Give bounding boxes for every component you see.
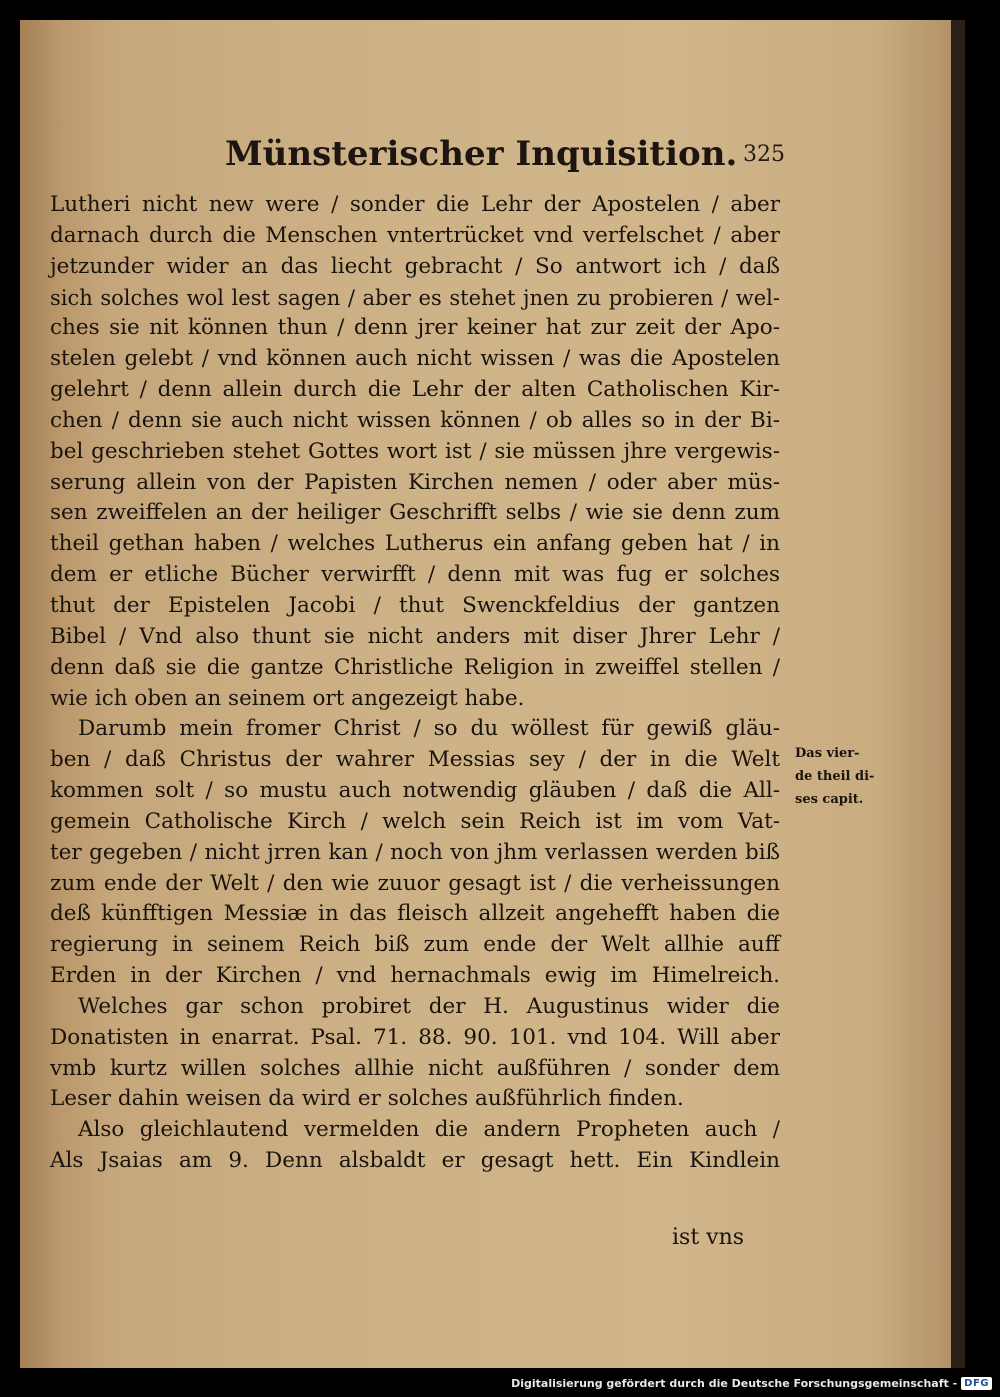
text-line: Lutheri nicht new were / sonder die Lehr der Apostelen / aber <box>50 192 780 217</box>
text-line: Als Jsaias am 9. Denn alsbaldt er gesagt hett. Ein Kindlein <box>50 1148 780 1174</box>
text-line: ben / daß Christus der wahrer Messias sey / der in die Welt <box>50 747 780 773</box>
text-line: sen zweiffelen an der heiliger Geschrifft selbs / wie sie denn zum <box>50 500 780 526</box>
text-line: sich solches wol lest sagen / aber es stehet jnen zu probieren / wel- <box>50 285 780 310</box>
text-line: Bibel / Vnd also thunt sie nicht anders mit diser Jhrer Lehr / <box>50 623 780 649</box>
text-line: jetzunder wider an das liecht gebracht / So antwort ich / daß <box>50 253 780 279</box>
body-text <box>50 190 780 1177</box>
text-line: Leser dahin weisen da wird er solches außführlich finden. <box>50 1086 684 1112</box>
text-line: zum ende der Welt / den wie zuuor gesagt ist / die verheissungen <box>50 870 780 896</box>
catchword: ist vns <box>672 1225 745 1250</box>
text-line: Darumb mein fromer Christ / so du wöllest für gewiß gläu- <box>78 716 780 742</box>
text-line: gelehrt / denn allein durch die Lehr der alten Catholischen Kir- <box>50 377 780 403</box>
text-line: Erden in der Kirchen / vnd hernachmals ewig im Himelreich. <box>50 963 780 989</box>
text-line: darnach durch die Menschen vntertrücket vnd verfelschet / aber <box>50 222 780 248</box>
text-line: bel geschrieben stehet Gottes wort ist / sie müssen jhre vergewis- <box>50 438 780 464</box>
text-line: Welches gar schon probiret der H. Augustinus wider die <box>78 993 780 1019</box>
text-line: vmb kurtz willen solches allhie nicht außführen / sonder dem <box>50 1055 780 1081</box>
text-line: Donatisten in enarrat. Psal. 71. 88. 90. 101. vnd 104. Will aber <box>50 1024 780 1050</box>
text-line: wie ich oben an seinem ort angezeigt habe. <box>50 685 525 711</box>
margin-note-line: ses capit. <box>795 792 864 807</box>
book-page <box>20 20 965 1368</box>
text-line: theil gethan haben / welches Lutherus ein anfang geben hat / in <box>50 531 780 557</box>
text-line: gemein Catholische Kirch / welch sein Reich ist im vom Vat- <box>50 808 780 834</box>
text-line: kommen solt / so mustu auch notwendig gläuben / daß die All- <box>50 778 780 804</box>
text-line: chen / denn sie auch nicht wissen können / ob alles so in der Bi- <box>50 407 780 433</box>
text-line: ter gegeben / nicht jrren kan / noch von jhm verlassen werden biß <box>50 839 780 865</box>
text-line: ches sie nit können thun / denn jrer keiner hat zur zeit der Apo- <box>50 315 780 341</box>
margin-note-line: Das vier- <box>795 746 860 761</box>
text-line: dem er etliche Bücher verwirfft / denn mit was fug er solches <box>50 562 780 588</box>
text-line: thut der Epistelen Jacobi / thut Swenckfeldius der gantzen <box>50 592 780 618</box>
page-header <box>225 128 785 184</box>
text-line: regierung in seinem Reich biß zum ende der Welt allhie auff <box>50 932 780 958</box>
margin-note-line: de theil di- <box>795 769 875 784</box>
running-title: Münsterischer Inquisition. <box>225 134 738 174</box>
margin-note <box>795 742 887 811</box>
text-line: serung allein von der Papisten Kirchen nemen / oder aber müs- <box>50 469 780 495</box>
text-line: denn daß sie die gantze Christliche Religion in zweiffel stellen / <box>50 654 780 680</box>
footer-credit <box>511 1373 992 1393</box>
page-number: 325 <box>743 142 785 167</box>
text-line: stelen gelebt / vnd können auch nicht wissen / was die Apostelen <box>50 346 780 372</box>
footer-text: Digitalisierung gefördert durch die Deutsche Forschungsgemeinschaft - <box>511 1376 958 1390</box>
text-line: Also gleichlautend vermelden die andern Propheten auch / <box>78 1117 780 1143</box>
dfg-logo-icon: DFG <box>961 1377 992 1390</box>
text-line: deß künfftigen Messiæ in das fleisch allzeit angehefft haben die <box>50 901 780 927</box>
